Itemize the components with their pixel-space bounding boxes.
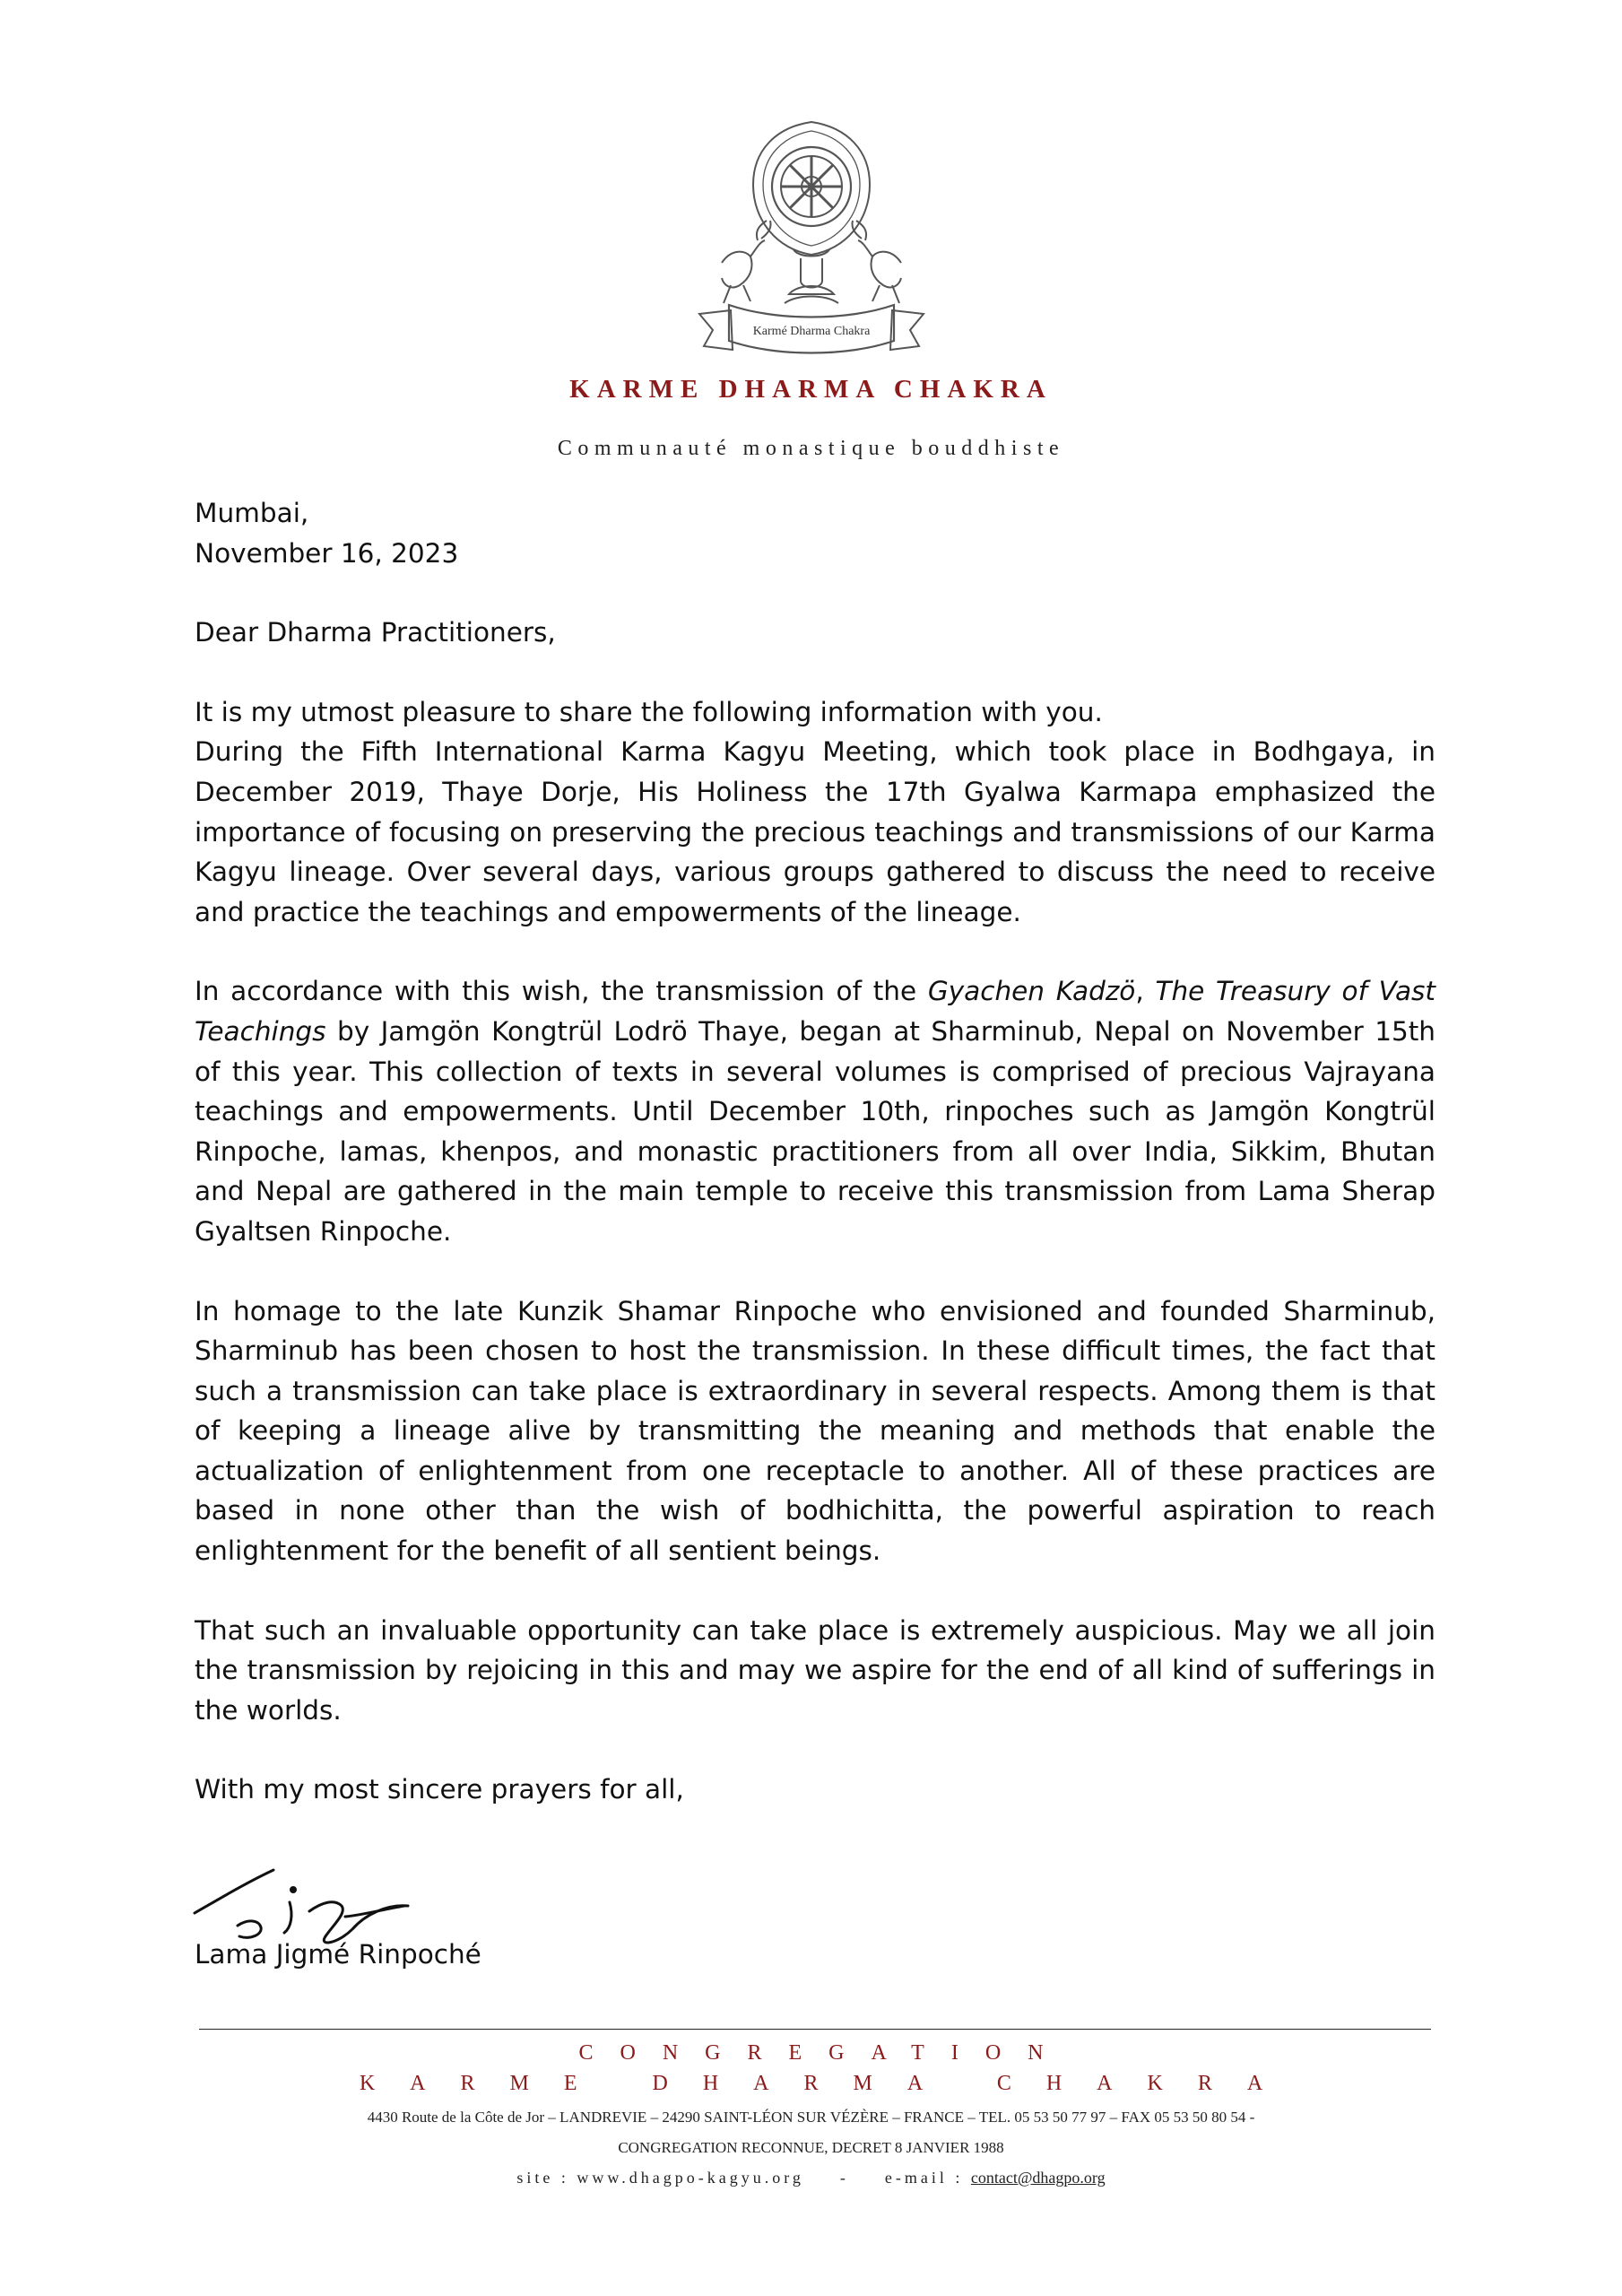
letter-salutation: Dear Dharma Practitioners,: [195, 617, 556, 648]
paragraph-4: That such an invaluable opportunity can take place is extremely auspicious. May we all join the transmission by rejoicing in this and may we aspire for the end of all kind of sufferings in the worlds.: [195, 1614, 1436, 1726]
paragraph-1: During the Fifth International Karma Kagyu Meeting, which took place in Bodhgaya, in December 2019, Thaye Dorje, His Holiness the 17th Gyalwa Karmapa emphasized the importance of focusing on preserving the precious teachings and transmissions of our Karma Kagyu lineage. Over several days, various groups gathered to discuss the need to receive and practice the teachings and empowerments of the lineage.: [195, 736, 1436, 927]
dharma-wheel-logo: [668, 115, 955, 366]
logo-banner-text: Karmé Dharma Chakra: [752, 325, 871, 338]
signer-name: Lama Jigmé Rinpoché: [195, 1939, 481, 1970]
footer-congregation: CONGREGATION: [578, 2041, 1071, 2065]
footer-email-link[interactable]: contact@dhagpo.org: [970, 2169, 1106, 2187]
title-separator: ,: [1135, 976, 1156, 1007]
org-title: KARME DHARMA CHAKRA: [569, 375, 1053, 404]
footer-contact: [0, 2169, 1622, 2187]
paragraph-2-rest: by Jamgön Kongtrül Lodrö Thaye, began at Sharminub, Nepal on November 15th of this year. This collection of texts in several volumes is comprised of precious Vajrayana teachings and empowerments. Until December 10th, rinpoches such as Jamgön Kongtrül Rinpoche, lamas, khenpos, and monastic practitioners from all over India, Sikkim, Bhutan and Nepal are gathered in the main temple to receive this transmission from Lama Sherap Gyaltsen Rinpoche.: [195, 1015, 1436, 1247]
signature-image: [184, 1843, 480, 1951]
paragraph-3: In homage to the late Kunzik Shamar Rinpoche who envisioned and founded Sharminub, Sharminub has been chosen to host the transmission. In these difficult times, the fact that such a transmission can take place is extraordinary in several respects. Among them is that of keeping a lineage alive by transmitting the meaning and methods that enable the actualization of enlightenment from one receptacle to another. All of these practices are based in none other than the wish of bodhichitta, the powerful aspiration to reach enlightenment for the benefit of all sentient beings.: [195, 1295, 1436, 1567]
paragraph-2: [195, 971, 1436, 1251]
org-subtitle: Communauté monastique bouddhiste: [557, 437, 1065, 460]
book-title-gyachen-kadzo: Gyachen Kadzö: [927, 976, 1136, 1007]
letter-place: Mumbai,: [195, 498, 309, 528]
footer-divider: [199, 2029, 1431, 2030]
footer-address: 4430 Route de la Côte de Jor – LANDREVIE – 24290 SAINT-LÉON SUR VÉZÈRE – FRANCE – TEL. 05 53 50 77 97 – FAX 05 53 50 80 54 -: [367, 2109, 1255, 2126]
book-title-treasury: The Treasury of Vast Teachings: [195, 976, 1436, 1047]
footer-email-label: e-mail :: [884, 2169, 971, 2187]
footer-registration: CONGREGATION RECONNUE, DECRET 8 JANVIER 1988: [618, 2139, 1004, 2156]
paragraph-1-intro: It is my utmost pleasure to share the following information with you.: [195, 696, 1103, 727]
paragraph-2-start: In accordance with this wish, the transmission of the: [195, 976, 928, 1007]
footer-site[interactable]: site : www.dhagpo-kagyu.org: [516, 2169, 804, 2187]
footer-org-name: KARME DHARMA CHAKRA: [359, 2072, 1298, 2095]
letter-body: [195, 493, 1436, 1810]
letter-closing: With my most sincere prayers for all,: [195, 1774, 684, 1805]
footer-dash: -: [839, 2169, 849, 2187]
letter-date: November 16, 2023: [195, 537, 459, 569]
